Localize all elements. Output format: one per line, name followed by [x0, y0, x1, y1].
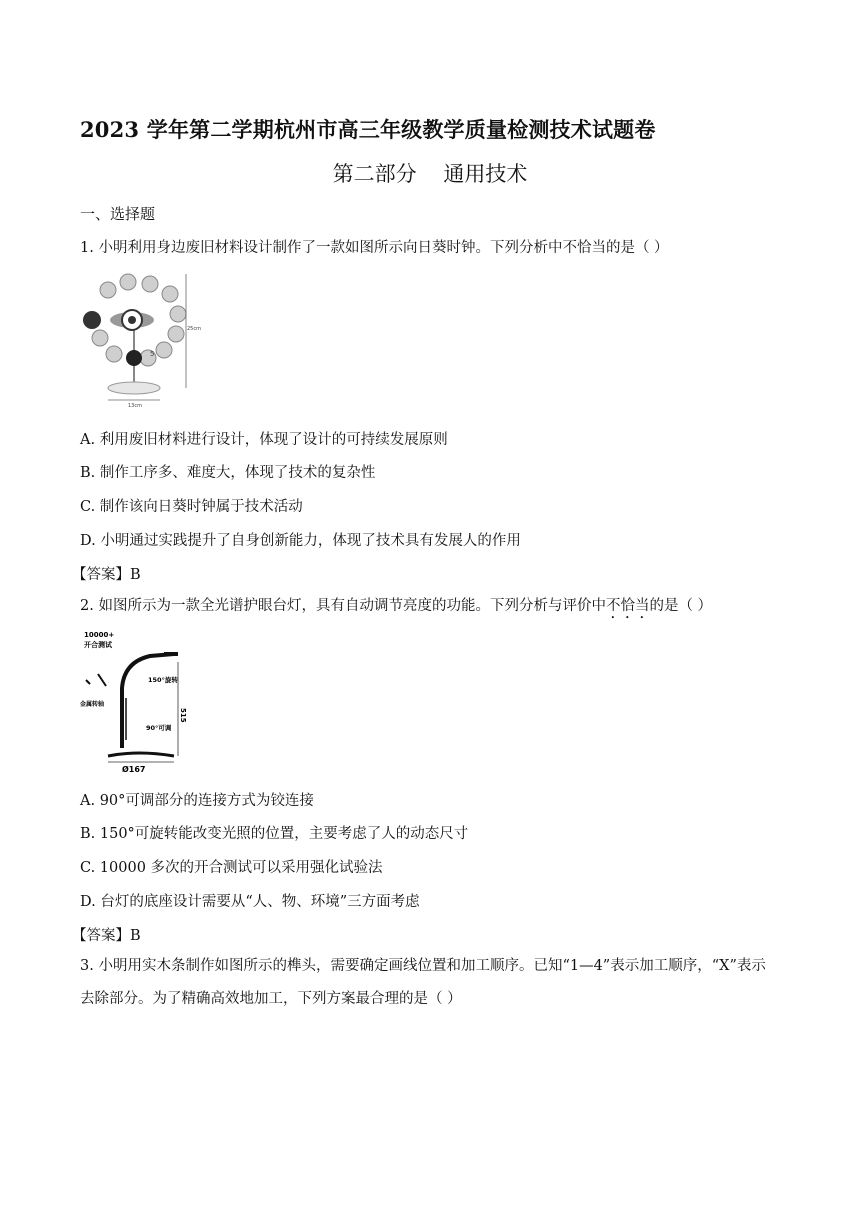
figure-2-test-name-label: 开合测试	[84, 641, 112, 649]
question-2-option-c: C. 10000 多次的开合测试可以采用强化试验法	[80, 860, 383, 876]
section-heading: 一、选择题	[80, 205, 156, 223]
figure-2-joint-label: 金属转轴	[80, 701, 105, 708]
question-2-answer: 【答案】B	[72, 928, 141, 944]
question-1-option-b: B. 制作工序多、难度大，体现了技术的复杂性	[80, 465, 376, 481]
part-subtitle: 第二部分 通用技术	[332, 162, 528, 186]
figure-1-height-label: 25cm	[187, 326, 201, 332]
figure-2-base-label: Ø167	[122, 765, 146, 774]
question-1-stem: 1. 小明利用身边废旧材料设计制作了一款如图所示向日葵时钟。下列分析中不恰当的是（ ）	[80, 240, 669, 256]
question-2-stem	[80, 594, 712, 622]
question-3-stem: 3. 小明用实木条制作如图所示的榫头，需要确定画线位置和加工顺序。已知“1—4”表示加工顺序，“X”表示去除部分。为了精确高效地加工，下列方案最合理的是（ ）	[80, 958, 766, 1007]
figure-2-adjust-label: 90°可调	[146, 724, 172, 732]
figure-1-number-label: 5	[150, 350, 155, 358]
question-1-option-c: C. 制作该向日葵时钟属于技术活动	[80, 499, 303, 515]
figure-2-height-label: 515	[179, 708, 187, 723]
question-2-figure	[78, 628, 190, 774]
question-2-stem-lead: 2. 如图所示为一款全光谱护眼台灯，具有自动调节亮度的功能。下列分析与评价中	[80, 598, 606, 614]
question-1-answer: 【答案】B	[72, 567, 141, 583]
question-1-option-a: A. 利用废旧材料进行设计，体现了设计的可持续发展原则	[80, 432, 448, 448]
figure-2-rotate-label: 150°旋转	[148, 676, 178, 684]
figure-1-width-label: 13cm	[128, 403, 142, 409]
question-2-option-b: B. 150°可旋转能改变光照的位置，主要考虑了人的动态尺寸	[80, 826, 469, 842]
question-1-option-d: D. 小明通过实践提升了自身创新能力，体现了技术具有发展人的作用	[80, 533, 521, 549]
page-title: 2023 学年第二学期杭州市高三年级教学质量检测技术试题卷	[80, 117, 656, 142]
question-2-stem-tail: 的是（ ）	[649, 598, 713, 614]
question-2-option-d: D. 台灯的底座设计需要从“人、物、环境”三方面考虑	[80, 894, 420, 910]
figure-2-test-count-label: 10000+	[84, 631, 115, 639]
question-2-option-a: A. 90°可调部分的连接方式为铰连接	[80, 793, 314, 809]
question-1-figure	[78, 270, 218, 410]
question-2-stem-emphasis: 不恰当	[605, 598, 650, 614]
